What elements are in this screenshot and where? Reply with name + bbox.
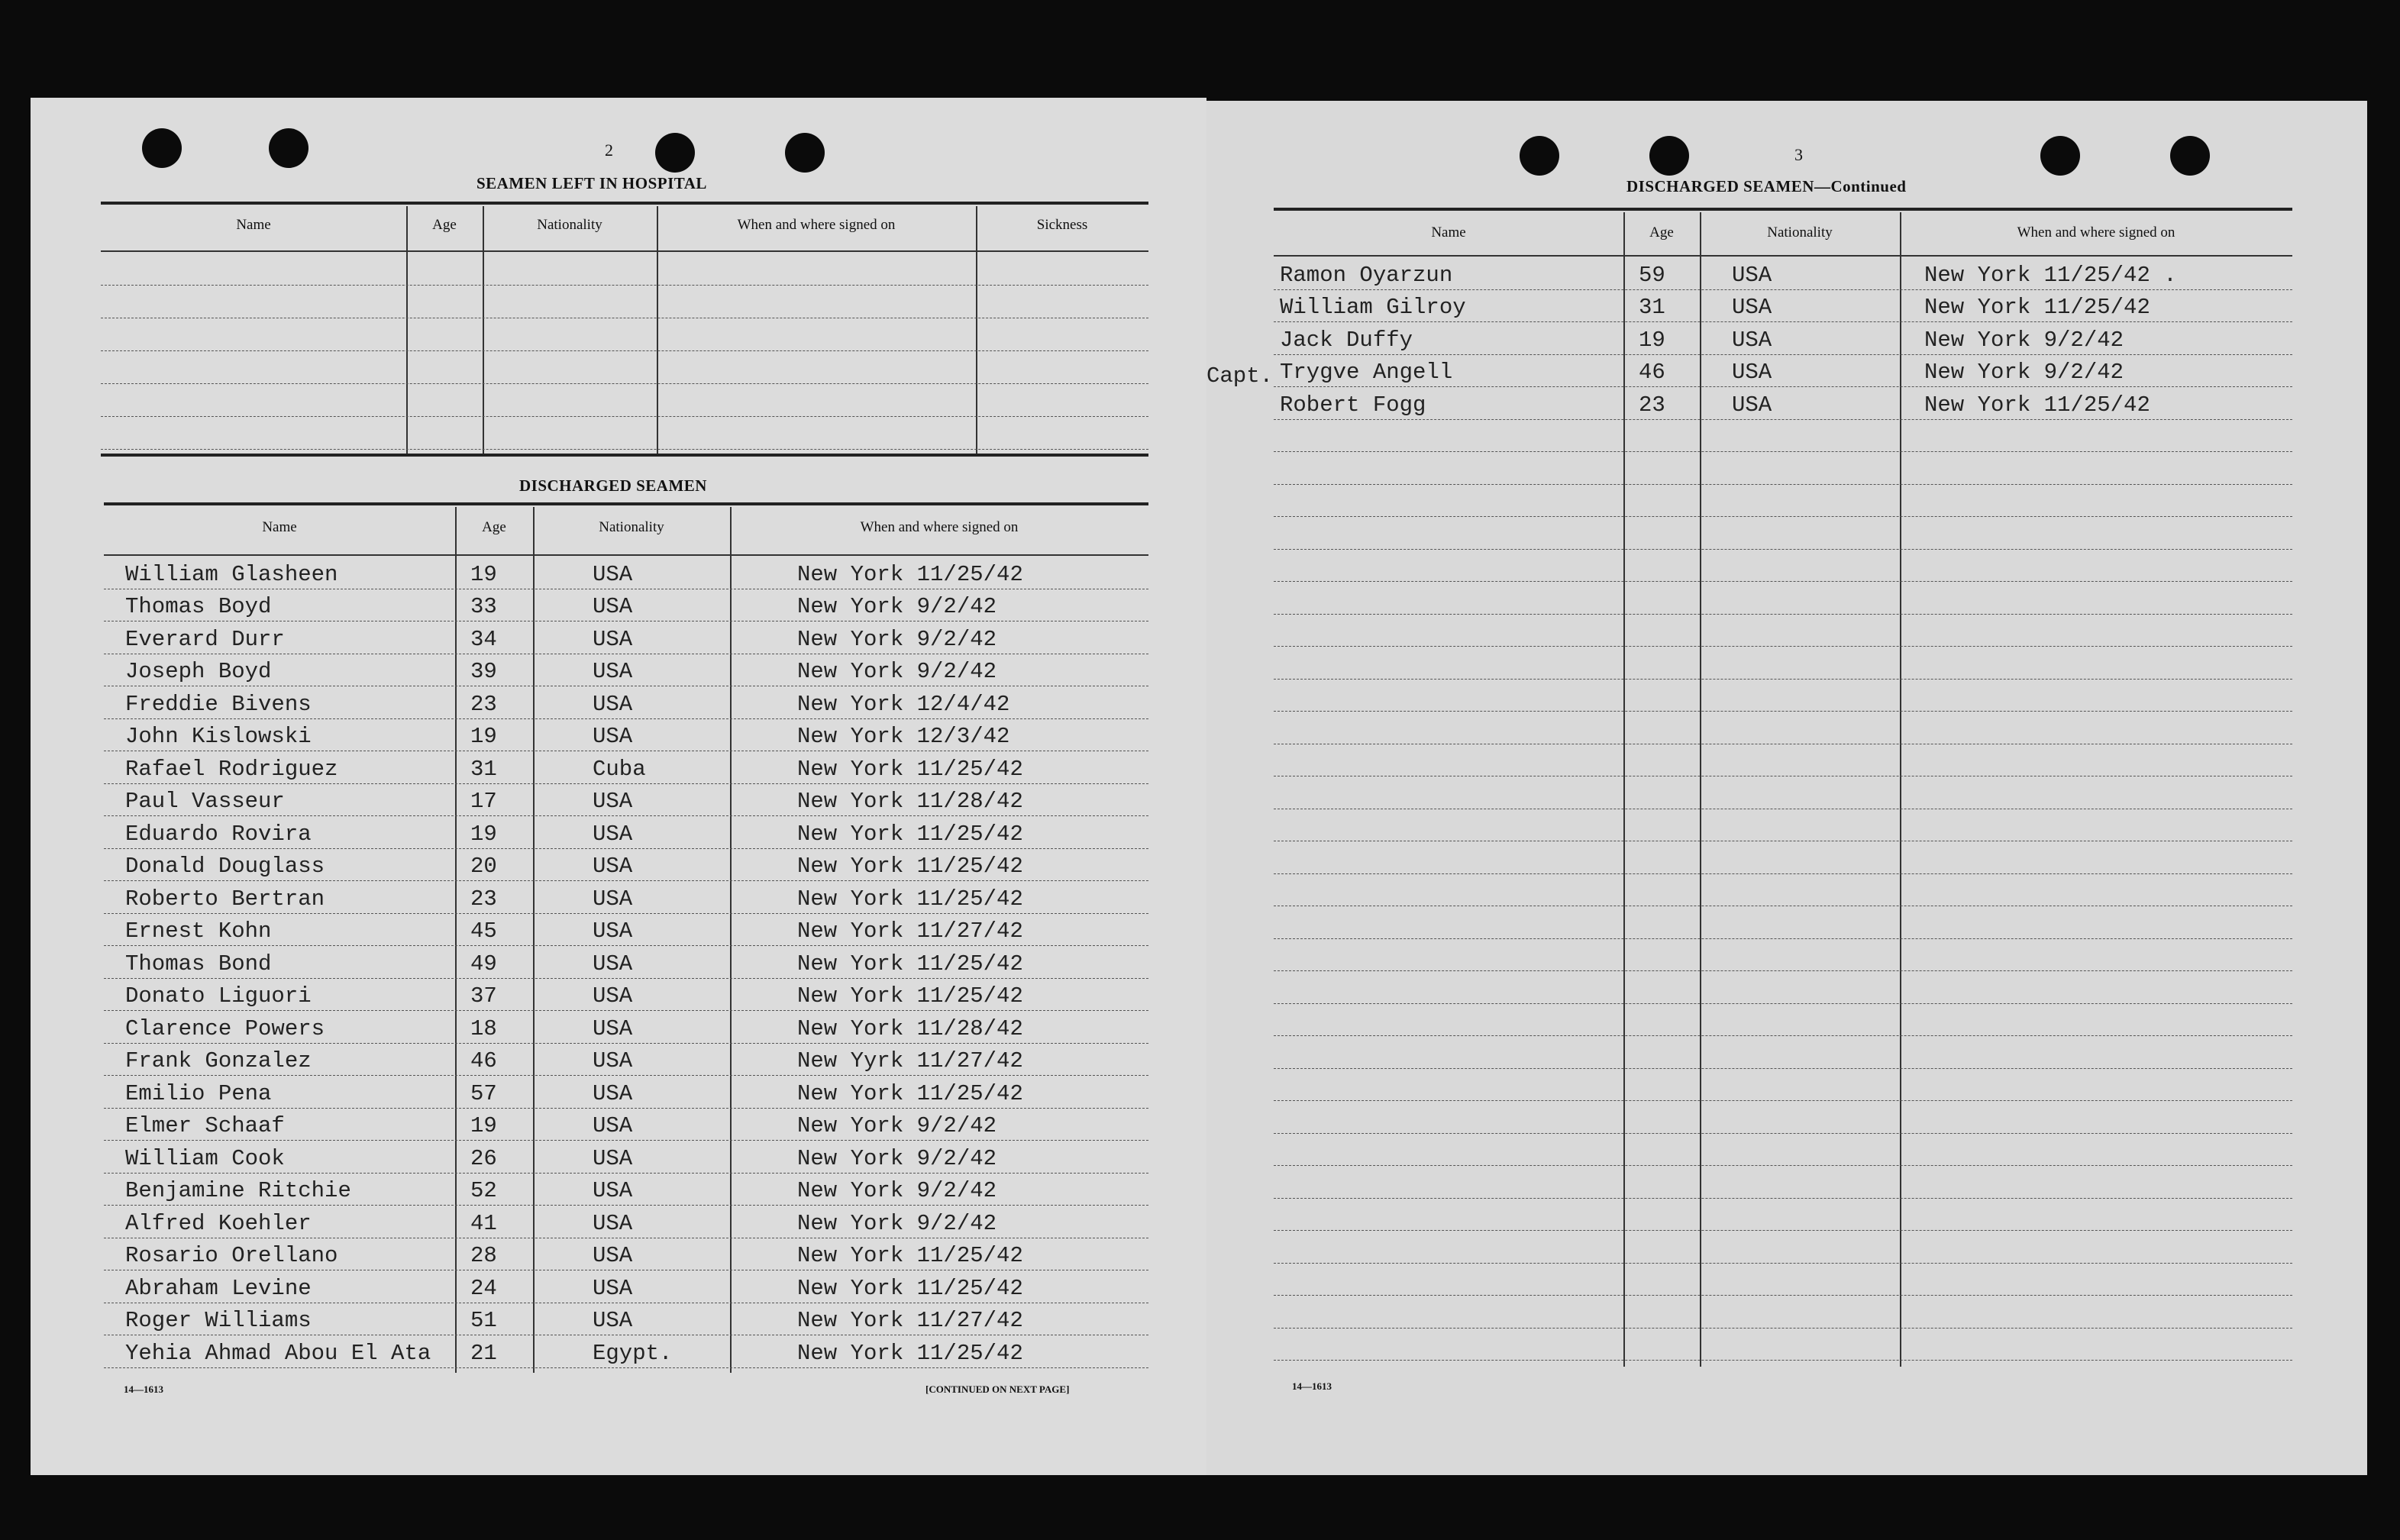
table-row bbox=[104, 1205, 1148, 1238]
cell-age: 19 bbox=[470, 561, 497, 587]
cell-signed-on: New York 11/25/42 bbox=[797, 983, 1023, 1009]
cell-nationality: USA bbox=[593, 561, 633, 587]
punch-hole bbox=[2170, 136, 2210, 176]
cell-nationality: USA bbox=[593, 919, 633, 944]
discharged-table bbox=[104, 502, 1148, 1376]
cell-age: 33 bbox=[470, 594, 497, 619]
col-header-age: Age bbox=[432, 217, 457, 233]
cell-nationality: USA bbox=[593, 659, 633, 684]
table-row bbox=[1274, 841, 2292, 874]
table-row bbox=[104, 815, 1148, 849]
punch-hole bbox=[785, 133, 825, 173]
table-row bbox=[1274, 321, 2292, 355]
discharged-continued-table bbox=[1274, 208, 2292, 1368]
table-row bbox=[1274, 809, 2292, 842]
table-row bbox=[104, 1173, 1148, 1206]
table-row bbox=[1274, 451, 2292, 485]
cell-signed-on: New York 12/4/42 bbox=[797, 691, 1010, 717]
cell-age: 23 bbox=[1639, 392, 1665, 418]
cell-age: 41 bbox=[470, 1210, 497, 1236]
cell-name: Donald Douglass bbox=[125, 854, 325, 879]
table-row bbox=[1274, 970, 2292, 1004]
col-header-signed-on: When and where signed on bbox=[860, 519, 1019, 535]
col-header-signed-on: When and where signed on bbox=[737, 217, 896, 233]
cell-name: Ernest Kohn bbox=[125, 919, 272, 944]
cell-name: Elmer Schaaf bbox=[125, 1113, 285, 1138]
table-row bbox=[104, 1140, 1148, 1174]
cell-name: William Gilroy bbox=[1280, 295, 1466, 320]
cell-name: Everard Durr bbox=[125, 626, 285, 652]
cell-age: 45 bbox=[470, 919, 497, 944]
cell-age: 19 bbox=[1639, 327, 1665, 353]
table-row bbox=[1274, 873, 2292, 907]
cell-age: 51 bbox=[470, 1308, 497, 1333]
cell-signed-on: New York 11/25/42 bbox=[797, 1080, 1023, 1106]
table-row bbox=[104, 783, 1148, 817]
cell-nationality: USA bbox=[593, 1243, 633, 1268]
cell-name: Roberto Bertran bbox=[125, 886, 325, 912]
cell-signed-on: New York 9/2/42 bbox=[797, 1113, 997, 1138]
cell-signed-on: New York 11/25/42 bbox=[1924, 392, 2150, 418]
col-header-name: Name bbox=[236, 217, 271, 233]
cell-name: Abraham Levine bbox=[125, 1275, 312, 1301]
cell-name: Trygve Angell bbox=[1280, 360, 1453, 385]
table-row bbox=[104, 751, 1148, 784]
cell-signed-on: New York 9/2/42 bbox=[797, 594, 997, 619]
cell-age: 23 bbox=[470, 886, 497, 912]
punch-hole bbox=[655, 133, 695, 173]
cell-age: 24 bbox=[470, 1275, 497, 1301]
table-row bbox=[104, 1108, 1148, 1141]
table-row bbox=[104, 978, 1148, 1012]
table-row bbox=[1274, 646, 2292, 680]
cell-signed-on: New York 12/3/42 bbox=[797, 724, 1010, 749]
cell-signed-on: New York 9/2/42 bbox=[1924, 327, 2124, 353]
hospital-title: SEAMEN LEFT IN HOSPITAL bbox=[476, 174, 707, 192]
form-number: 14—1613 bbox=[124, 1383, 163, 1395]
cell-name: Jack Duffy bbox=[1280, 327, 1413, 353]
table-row bbox=[101, 318, 1148, 351]
cell-signed-on: New York 11/25/42 bbox=[1924, 295, 2150, 320]
cell-nationality: USA bbox=[1732, 392, 1772, 418]
cell-age: 59 bbox=[1639, 262, 1665, 288]
cell-age: 19 bbox=[470, 821, 497, 847]
table-row bbox=[104, 1335, 1148, 1368]
table-row bbox=[104, 718, 1148, 752]
cell-age: 21 bbox=[470, 1340, 497, 1366]
cell-nationality: USA bbox=[593, 1178, 633, 1203]
cell-signed-on: New York 11/25/42 bbox=[797, 1340, 1023, 1366]
table-row bbox=[1274, 1035, 2292, 1069]
col-header-name: Name bbox=[262, 519, 297, 535]
cell-age: 37 bbox=[470, 983, 497, 1009]
cell-age: 18 bbox=[470, 1015, 497, 1041]
table-row bbox=[1274, 549, 2292, 583]
cell-nationality: USA bbox=[1732, 360, 1772, 385]
cell-signed-on: New York 11/25/42 bbox=[797, 886, 1023, 912]
captain-note: Capt. bbox=[1206, 363, 1274, 389]
cell-name: Donato Liguori bbox=[125, 983, 312, 1009]
cell-signed-on: New York 11/27/42 bbox=[797, 1308, 1023, 1333]
cell-signed-on: New York 9/2/42 bbox=[797, 626, 997, 652]
cell-signed-on: New York 11/25/42 . bbox=[1924, 262, 2177, 288]
cell-signed-on: New York 11/25/42 bbox=[797, 1243, 1023, 1268]
col-header-nationality: Nationality bbox=[1767, 224, 1833, 241]
table-row bbox=[1274, 1165, 2292, 1199]
table-row bbox=[1274, 257, 2292, 290]
table-row bbox=[1274, 1263, 2292, 1296]
title-main: DISCHARGED SEAMEN bbox=[1626, 177, 1814, 195]
table-row bbox=[1274, 1198, 2292, 1232]
cell-signed-on: New York 9/2/42 bbox=[1924, 360, 2124, 385]
cell-nationality: USA bbox=[593, 1210, 633, 1236]
continued-note: [CONTINUED ON NEXT PAGE] bbox=[925, 1383, 1070, 1395]
table-row bbox=[104, 556, 1148, 589]
cell-name: Freddie Bivens bbox=[125, 691, 312, 717]
page-number: 3 bbox=[1794, 145, 1803, 164]
cell-name: Alfred Koehler bbox=[125, 1210, 312, 1236]
cell-name: Emilio Pena bbox=[125, 1080, 272, 1106]
table-row bbox=[104, 654, 1148, 687]
table-row bbox=[104, 686, 1148, 719]
col-header-nationality: Nationality bbox=[599, 519, 664, 535]
cell-nationality: USA bbox=[593, 1048, 633, 1073]
table-row bbox=[104, 621, 1148, 654]
cell-nationality: USA bbox=[593, 821, 633, 847]
col-header-age: Age bbox=[482, 519, 506, 535]
cell-signed-on: New York 11/25/42 bbox=[797, 1275, 1023, 1301]
cell-signed-on: New York 11/25/42 bbox=[797, 756, 1023, 782]
cell-name: Benjamine Ritchie bbox=[125, 1178, 351, 1203]
cell-nationality: Cuba bbox=[593, 756, 646, 782]
cell-name: Ramon Oyarzun bbox=[1280, 262, 1453, 288]
table-row bbox=[1274, 906, 2292, 939]
table-row bbox=[104, 1238, 1148, 1271]
cell-age: 39 bbox=[470, 659, 497, 684]
form-number: 14—1613 bbox=[1292, 1380, 1332, 1392]
cell-nationality: USA bbox=[593, 1080, 633, 1106]
cell-signed-on: New York 11/28/42 bbox=[797, 789, 1023, 814]
cell-name: Rafael Rodriguez bbox=[125, 756, 338, 782]
cell-nationality: USA bbox=[593, 1113, 633, 1138]
cell-name: Clarence Powers bbox=[125, 1015, 325, 1041]
cell-nationality: USA bbox=[593, 1308, 633, 1333]
cell-signed-on: New York 11/25/42 bbox=[797, 821, 1023, 847]
right-page bbox=[1206, 101, 2367, 1475]
table-row bbox=[104, 1043, 1148, 1077]
cell-nationality: USA bbox=[1732, 262, 1772, 288]
cell-name: Paul Vasseur bbox=[125, 789, 285, 814]
table-row bbox=[1274, 289, 2292, 323]
cell-signed-on: New York 11/25/42 bbox=[797, 854, 1023, 879]
table-row bbox=[104, 1075, 1148, 1109]
cell-nationality: USA bbox=[593, 789, 633, 814]
table-row bbox=[1274, 614, 2292, 647]
table-row bbox=[101, 285, 1148, 318]
col-header-name: Name bbox=[1431, 224, 1466, 241]
table-row bbox=[101, 252, 1148, 286]
cell-nationality: Egypt. bbox=[593, 1340, 673, 1366]
table-row bbox=[104, 945, 1148, 979]
table-row bbox=[104, 589, 1148, 622]
cell-nationality: USA bbox=[593, 886, 633, 912]
table-row bbox=[1274, 938, 2292, 972]
cell-name: William Glasheen bbox=[125, 561, 338, 587]
cell-name: Yehia Ahmad Abou El Ata bbox=[125, 1340, 431, 1366]
table-row bbox=[1274, 1230, 2292, 1264]
table-row bbox=[1274, 354, 2292, 388]
table-row bbox=[1274, 1295, 2292, 1329]
cell-nationality: USA bbox=[593, 626, 633, 652]
table-row bbox=[1274, 1068, 2292, 1102]
cell-name: William Cook bbox=[125, 1145, 285, 1171]
table-row bbox=[1274, 679, 2292, 712]
discharged-title: DISCHARGED SEAMEN bbox=[519, 476, 707, 495]
punch-hole bbox=[2040, 136, 2080, 176]
hospital-table bbox=[101, 202, 1148, 458]
cell-nationality: USA bbox=[593, 983, 633, 1009]
cell-name: Frank Gonzalez bbox=[125, 1048, 312, 1073]
cell-signed-on: New York 11/25/42 bbox=[797, 561, 1023, 587]
table-row bbox=[104, 880, 1148, 914]
cell-nationality: USA bbox=[593, 724, 633, 749]
cell-signed-on: New Yyrk 11/27/42 bbox=[797, 1048, 1023, 1073]
cell-signed-on: New York 9/2/42 bbox=[797, 659, 997, 684]
cell-nationality: USA bbox=[593, 951, 633, 977]
cell-age: 34 bbox=[470, 626, 497, 652]
table-row bbox=[101, 416, 1148, 450]
table-row bbox=[1274, 1328, 2292, 1361]
cell-age: 23 bbox=[470, 691, 497, 717]
punch-hole bbox=[1520, 136, 1559, 176]
table-row bbox=[1274, 1100, 2292, 1134]
table-row bbox=[101, 350, 1148, 384]
table-row bbox=[1274, 776, 2292, 809]
page-number: 2 bbox=[605, 140, 613, 160]
discharged-continued-title bbox=[1626, 177, 1906, 196]
col-header-age: Age bbox=[1649, 224, 1674, 241]
cell-age: 46 bbox=[470, 1048, 497, 1073]
cell-nationality: USA bbox=[593, 854, 633, 879]
cell-age: 52 bbox=[470, 1178, 497, 1203]
table-row bbox=[1274, 419, 2292, 453]
punch-hole bbox=[269, 128, 308, 168]
cell-name: Thomas Bond bbox=[125, 951, 272, 977]
table-row bbox=[104, 913, 1148, 947]
col-header-signed-on: When and where signed on bbox=[2017, 224, 2176, 241]
table-row bbox=[104, 1270, 1148, 1303]
table-row bbox=[1274, 516, 2292, 550]
cell-signed-on: New York 11/28/42 bbox=[797, 1015, 1023, 1041]
table-row bbox=[1274, 1133, 2292, 1167]
table-row bbox=[104, 848, 1148, 882]
table-row bbox=[1274, 484, 2292, 518]
col-header-nationality: Nationality bbox=[537, 217, 602, 233]
col-header-sickness: Sickness bbox=[1036, 217, 1088, 233]
cell-nationality: USA bbox=[593, 1015, 633, 1041]
table-row bbox=[104, 1303, 1148, 1336]
cell-age: 20 bbox=[470, 854, 497, 879]
cell-age: 31 bbox=[470, 756, 497, 782]
cell-signed-on: New York 11/27/42 bbox=[797, 919, 1023, 944]
cell-age: 31 bbox=[1639, 295, 1665, 320]
table-row bbox=[1274, 1003, 2292, 1037]
cell-signed-on: New York 9/2/42 bbox=[797, 1178, 997, 1203]
cell-name: Roger Williams bbox=[125, 1308, 312, 1333]
cell-age: 19 bbox=[470, 724, 497, 749]
left-page bbox=[31, 98, 1206, 1475]
cell-name: Eduardo Rovira bbox=[125, 821, 312, 847]
cell-name: John Kislowski bbox=[125, 724, 312, 749]
table-row bbox=[1274, 711, 2292, 744]
cell-signed-on: New York 9/2/42 bbox=[797, 1145, 997, 1171]
cell-age: 17 bbox=[470, 789, 497, 814]
cell-nationality: USA bbox=[1732, 295, 1772, 320]
cell-name: Joseph Boyd bbox=[125, 659, 272, 684]
cell-name: Rosario Orellano bbox=[125, 1243, 338, 1268]
table-row bbox=[1274, 581, 2292, 615]
table-row bbox=[104, 1010, 1148, 1044]
cell-signed-on: New York 9/2/42 bbox=[797, 1210, 997, 1236]
cell-age: 46 bbox=[1639, 360, 1665, 385]
cell-signed-on: New York 11/25/42 bbox=[797, 951, 1023, 977]
title-suffix: —Continued bbox=[1814, 177, 1907, 195]
cell-nationality: USA bbox=[593, 1145, 633, 1171]
table-row bbox=[1274, 386, 2292, 420]
cell-nationality: USA bbox=[593, 1275, 633, 1301]
cell-age: 19 bbox=[470, 1113, 497, 1138]
table-row bbox=[101, 383, 1148, 417]
cell-name: Robert Fogg bbox=[1280, 392, 1426, 418]
cell-name: Thomas Boyd bbox=[125, 594, 272, 619]
cell-age: 26 bbox=[470, 1145, 497, 1171]
cell-age: 28 bbox=[470, 1243, 497, 1268]
cell-nationality: USA bbox=[593, 594, 633, 619]
table-row bbox=[1274, 744, 2292, 777]
cell-age: 49 bbox=[470, 951, 497, 977]
punch-hole bbox=[142, 128, 182, 168]
cell-nationality: USA bbox=[593, 691, 633, 717]
punch-hole bbox=[1649, 136, 1689, 176]
cell-nationality: USA bbox=[1732, 327, 1772, 353]
cell-age: 57 bbox=[470, 1080, 497, 1106]
